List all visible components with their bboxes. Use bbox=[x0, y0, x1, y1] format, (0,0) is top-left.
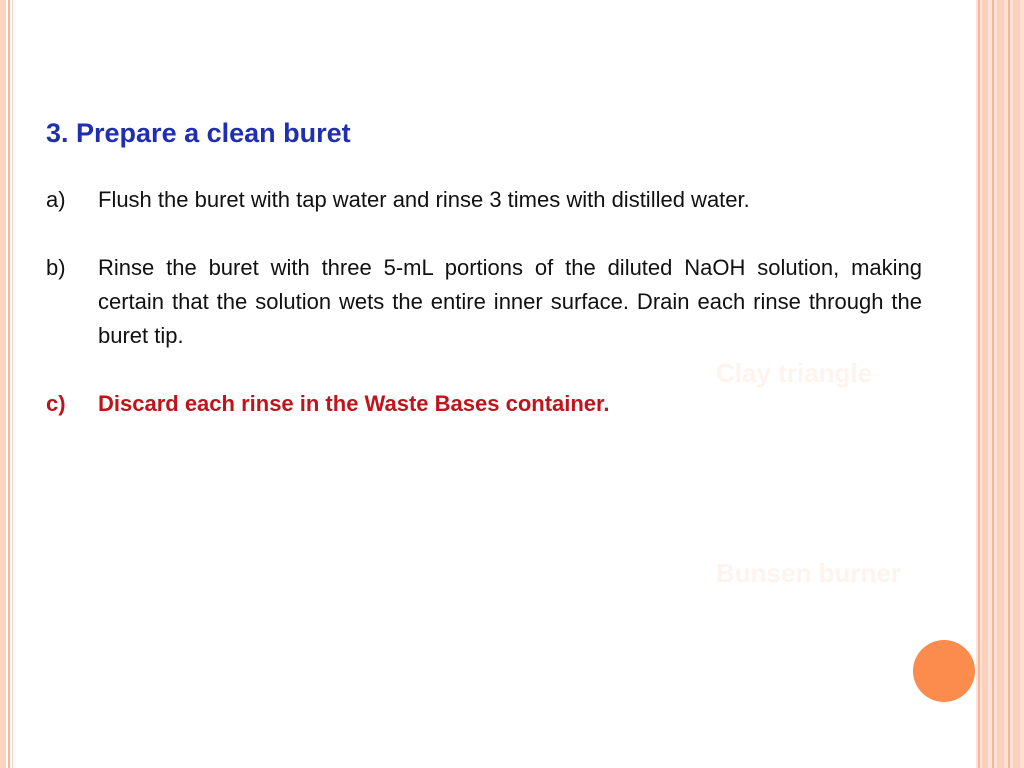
list-marker: a) bbox=[46, 187, 66, 212]
right-border-line bbox=[997, 0, 1004, 768]
right-border-line bbox=[978, 0, 980, 768]
decorative-circle bbox=[913, 640, 975, 702]
list-item-text: Discard each rinse in the Waste Bases container. bbox=[98, 391, 610, 416]
list-item-text: Flush the buret with tap water and rinse 3 times with distilled water. bbox=[98, 187, 750, 212]
slide-content bbox=[46, 118, 922, 455]
list-marker: b) bbox=[46, 255, 66, 280]
right-border-line bbox=[982, 0, 988, 768]
right-border-line bbox=[1013, 0, 1020, 768]
list-item-highlighted bbox=[46, 387, 922, 421]
right-border-line bbox=[992, 0, 994, 768]
right-border-line bbox=[1008, 0, 1010, 768]
list-item bbox=[46, 251, 922, 353]
list-item-text: Rinse the buret with three 5-mL portions of the diluted NaOH solution, making certain that the solution wets the entire inner surface. Drain each rinse through the buret tip. bbox=[98, 255, 922, 348]
slide-heading: 3. Prepare a clean buret bbox=[46, 118, 351, 148]
list-marker: c) bbox=[46, 391, 66, 416]
left-border-line bbox=[8, 0, 10, 768]
list-item bbox=[46, 183, 922, 217]
left-border-stripe bbox=[0, 0, 6, 768]
ghost-label-bunsen-burner: Bunsen burner bbox=[716, 558, 901, 588]
left-border-line-thin bbox=[12, 0, 13, 768]
ghost-label-clay-triangle: Clay triangle bbox=[716, 358, 873, 388]
